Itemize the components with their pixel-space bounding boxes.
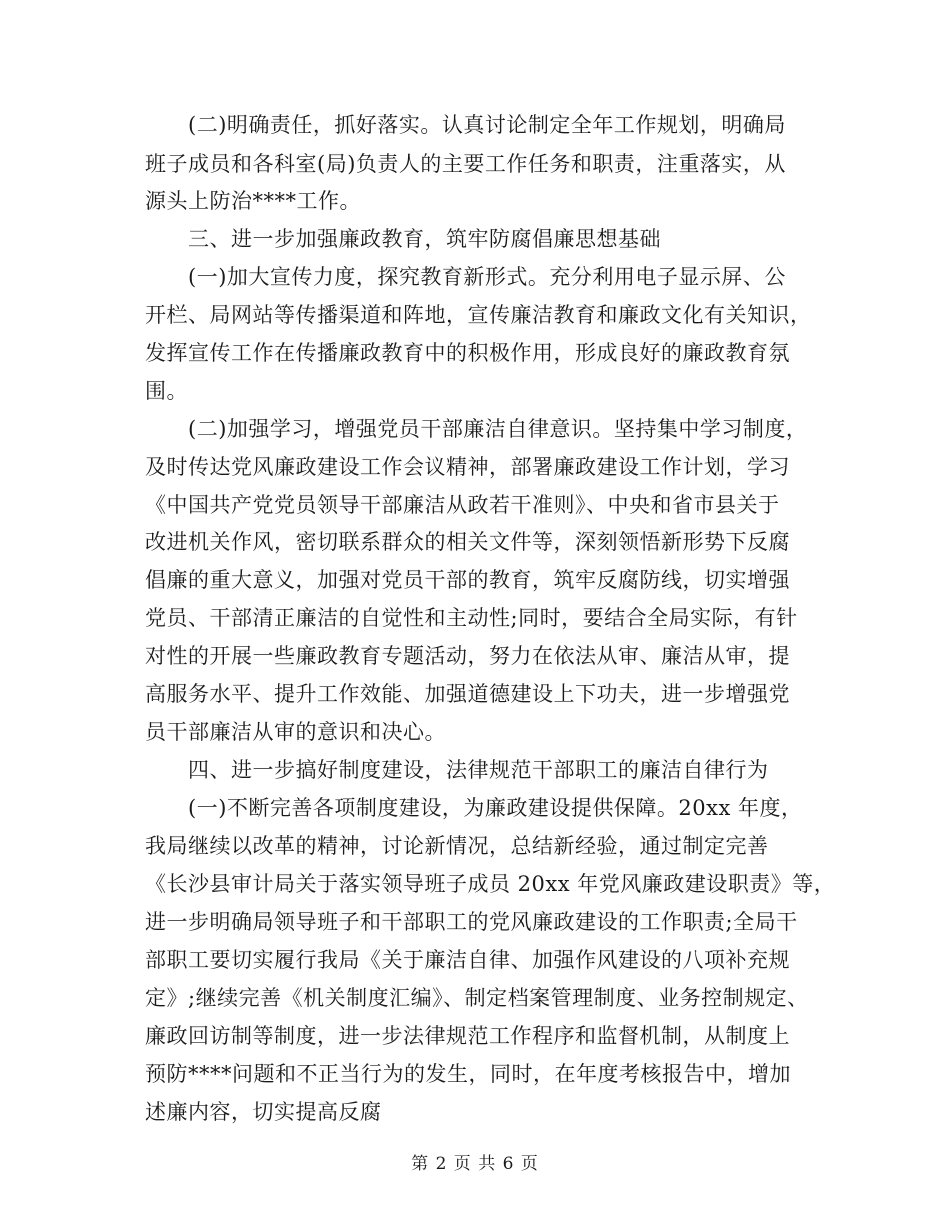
text-line: 述廉内容，切实提高反腐 — [145, 1100, 382, 1124]
text-line: 廉政回访制等制度，进一步法律规范工作程序和监督机制，从制度上 — [145, 1024, 790, 1048]
text-line: 班子成员和各科室(局)负责人的主要工作任务和职责，注重落实，从 — [145, 152, 786, 176]
text-line: 对性的开展一些廉政教育专题活动，努力在依法从审、廉洁从审，提 — [145, 644, 790, 668]
text-line: 进一步明确局领导班子和干部职工的党风廉政建设的工作职责;全局干 — [145, 910, 798, 934]
text-line: 我局继续以改革的精神，讨论新情况，总结新经验，通过制定完善 — [145, 834, 769, 858]
text-line: (一)不断完善各项制度建设，为廉政建设提供保障。20xx 年度， — [188, 796, 803, 820]
text-line: 开栏、局网站等传播渠道和阵地，宣传廉洁教育和廉政文化有关知识， — [145, 303, 812, 327]
section-heading: 三、进一步加强廉政教育，筑牢防腐倡廉思想基础 — [188, 227, 661, 251]
text-line: 《长沙县审计局关于落实领导班子成员 20xx 年党风廉政建设职责》等， — [145, 872, 836, 896]
text-line: (二)加强学习，增强党员干部廉洁自律意识。坚持集中学习制度， — [188, 417, 808, 441]
text-line: 员干部廉洁从审的意识和决心。 — [145, 720, 446, 744]
text-line: 定》;继续完善《机关制度汇编》、制定档案管理制度、业务控制规定、 — [145, 986, 809, 1010]
text-line: (二)明确责任，抓好落实。认真讨论制定全年工作规划，明确局 — [188, 113, 786, 137]
text-line: 党员、干部清正廉洁的自觉性和主动性;同时，要结合全局实际，有针 — [145, 606, 798, 630]
text-line: (一)加大宣传力度，探究教育新形式。充分利用电子显示屏、公 — [188, 265, 786, 289]
text-line: 部职工要切实履行我局《关于廉洁自律、加强作风建设的八项补充规 — [145, 948, 790, 972]
text-line: 《中国共产党党员领导干部廉洁从政若干准则》、中央和省市县关于 — [145, 493, 780, 517]
text-line: 源头上防治****工作。 — [145, 189, 361, 213]
text-line: 预防****问题和不正当行为的发生，同时，在年度考核报告中，增加 — [145, 1062, 791, 1086]
text-line: 围。 — [145, 379, 188, 403]
text-line: 高服务水平、提升工作效能、加强道德建设上下功夫，进一步增强党 — [145, 682, 790, 706]
section-heading: 四、进一步搞好制度建设，法律规范干部职工的廉洁自律行为 — [188, 758, 769, 782]
text-line: 倡廉的重大意义，加强对党员干部的教育，筑牢反腐防线，切实增强 — [145, 568, 790, 592]
text-line: 发挥宣传工作在传播廉政教育中的积极作用，形成良好的廉政教育氛 — [145, 341, 790, 365]
text-line: 及时传达党风廉政建设工作会议精神，部署廉政建设工作计划，学习 — [145, 455, 790, 479]
text-line: 改进机关作风，密切联系群众的相关文件等，深刻领悟新形势下反腐 — [145, 530, 790, 554]
page-footer: 第 2 页 共 6 页 — [411, 1154, 539, 1174]
